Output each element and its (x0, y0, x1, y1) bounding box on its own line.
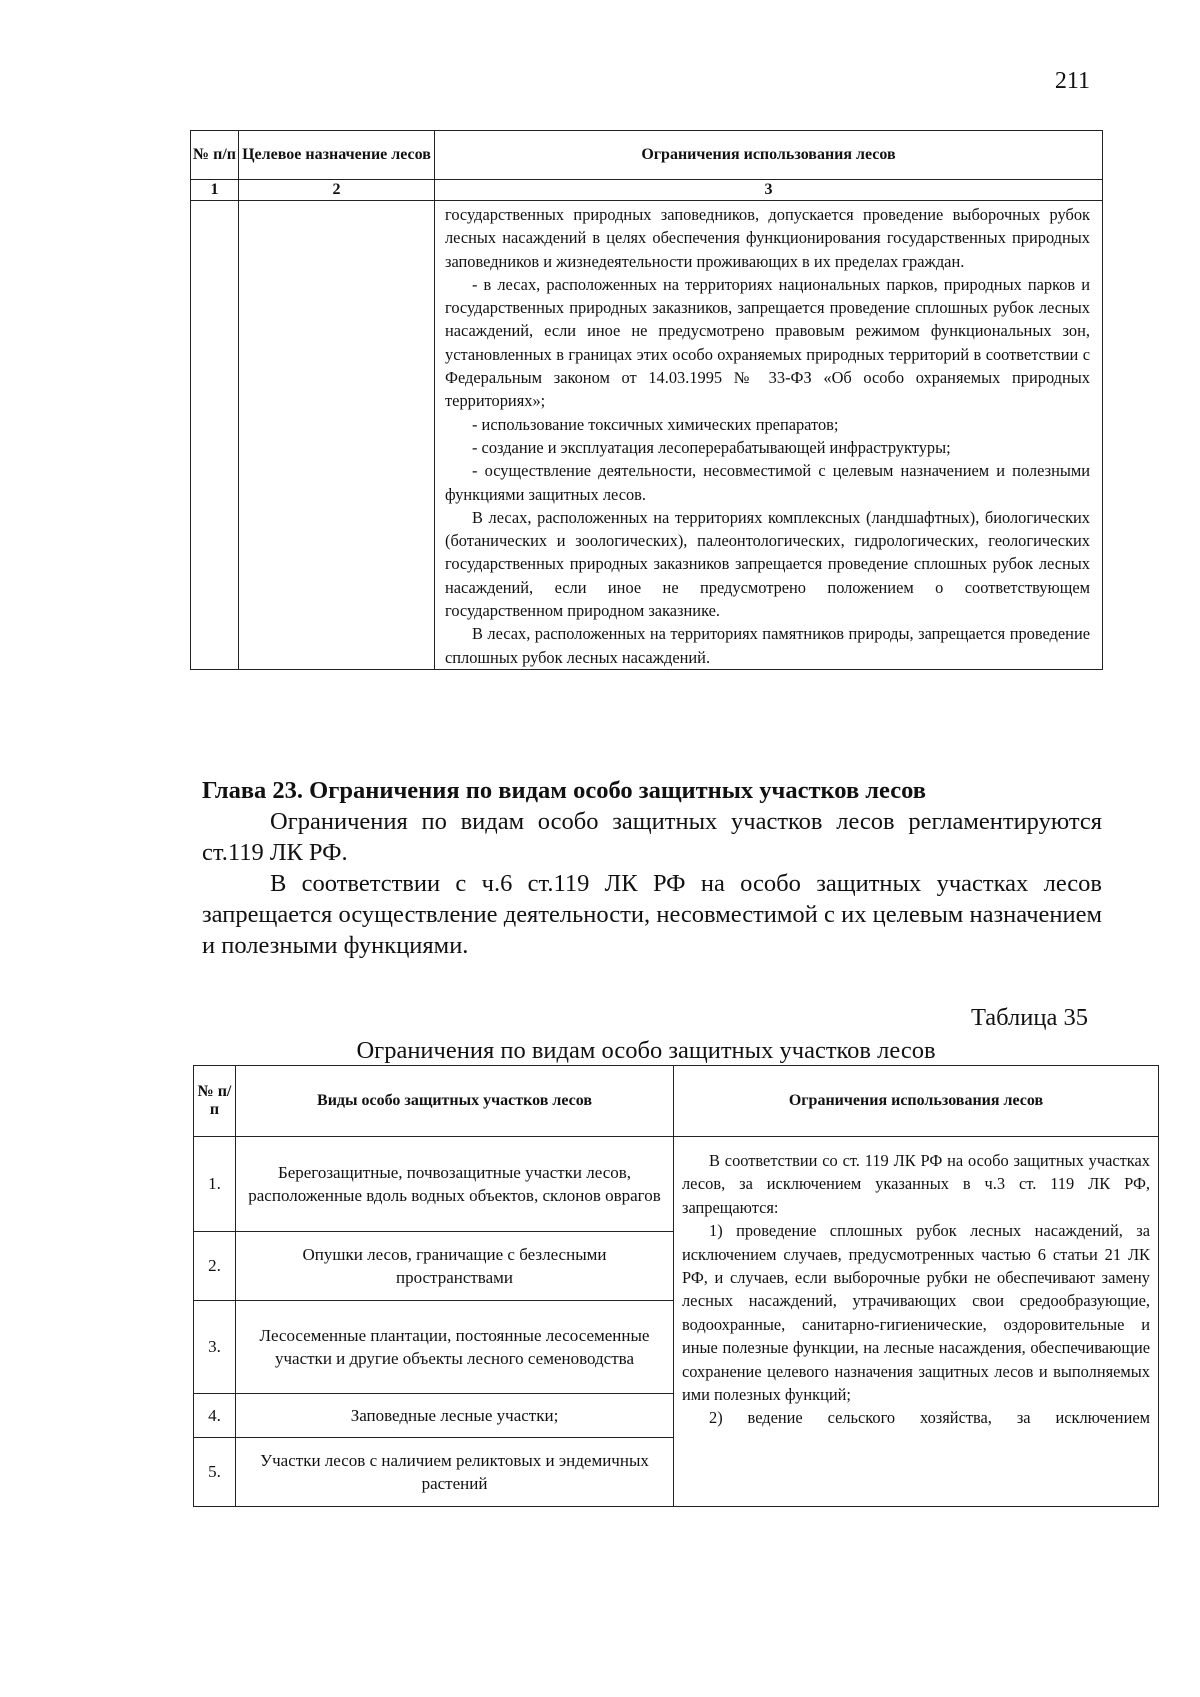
row-restrictions-cell (435, 201, 1103, 670)
table-label: Таблица 35 (970, 1004, 1088, 1031)
table-caption: Ограничения по видам особо защитных участков лесов (356, 1037, 936, 1064)
column-number-2: 2 (239, 180, 435, 201)
row-area-kind: Участки лесов с наличием реликтовых и эндемичных растений (236, 1438, 674, 1507)
protective-areas-table (193, 1065, 1159, 1507)
restriction-paragraph: 1) проведение сплошных рубок лесных насаждений, за исключением случаев, предусмотренных частью 6 статьи 21 ЛК РФ, и случаев, если выборочные рубки не обеспечивают замену лесных насаждений, утрачивающих свои средообразующие, водоохранные, санитарно-гигиенические, оздоровительные и иные полезные функции, на лесные насаждения, обеспечивающие сохранение целевого назначения защитных лесов и выполняемых ими полезных функций; (682, 1221, 1150, 1405)
restrictions-cell (674, 1137, 1159, 1507)
restriction-paragraph: 2) ведение сельского хозяйства, за исключением (709, 1408, 1150, 1428)
table-row (194, 1137, 1159, 1232)
row-area-kind: Заповедные лесные участки; (236, 1394, 674, 1438)
row-area-kind: Лесосеменные плантации, постоянные лесосеменные участки и другие объекты лесного семеноводства (236, 1301, 674, 1394)
chapter-paragraph: Ограничения по видам особо защитных участков лесов регламентируются ст.119 ЛК РФ. (202, 808, 1102, 866)
row-number-cell (191, 201, 239, 670)
row-number: 1. (194, 1137, 236, 1232)
restriction-paragraph: - осуществление деятельности, несовместимой с целевым назначением и полезными функциями защитных лесов. (445, 461, 1090, 504)
restrictions-table-continued (190, 130, 1103, 670)
restriction-paragraph: - использование токсичных химических препаратов; (472, 414, 839, 434)
restriction-paragraph: В соответствии со ст. 119 ЛК РФ на особо защитных участках лесов, за исключением указанных в ч.3 ст. 119 ЛК РФ, запрещаются: (682, 1151, 1150, 1217)
header-restrictions: Ограничения использования лесов (435, 131, 1103, 180)
column-number-3: 3 (435, 180, 1103, 201)
header-number: № п/п (194, 1066, 236, 1137)
restriction-paragraph: государственных природных заповедников, допускается проведение выборочных рубок лесных насаждений в целях обеспечения функционирования государственных природных заповедников и жизнедеятельности проживающих в их пределах граждан. (445, 205, 1090, 271)
restriction-paragraph: В лесах, расположенных на территориях памятников природы, запрещается проведение сплошных рубок лесных насаждений. (445, 624, 1090, 667)
row-area-kind: Опушки лесов, граничащие с безлесными пространствами (236, 1232, 674, 1301)
page-number: 211 (1054, 68, 1090, 94)
restriction-paragraph: - создание и эксплуатация лесоперерабатывающей инфраструктуры; (472, 437, 951, 457)
header-number: № п/п (191, 131, 239, 180)
table-row (191, 201, 1103, 670)
header-purpose: Целевое назначение лесов (239, 131, 435, 180)
row-purpose-cell (239, 201, 435, 670)
row-number: 5. (194, 1438, 236, 1507)
chapter-paragraph: В соответствии с ч.6 ст.119 ЛК РФ на особо защитных участках лесов запрещается осуществление деятельности, несовместимой с их целевым назначением и полезными функциями. (202, 870, 1102, 959)
header-area-kind: Виды особо защитных участков лесов (236, 1066, 674, 1137)
chapter-title: Глава 23. Ограничения по видам особо защитных участков лесов (202, 777, 926, 804)
row-area-kind: Берегозащитные, почвозащитные участки лесов, расположенные вдоль водных объектов, склонов оврагов (236, 1137, 674, 1232)
row-number: 3. (194, 1301, 236, 1394)
chapter-section (202, 775, 1102, 961)
row-number: 4. (194, 1394, 236, 1438)
restriction-paragraph: В лесах, расположенных на территориях комплексных (ландшафтных), биологических (ботанических и зоологических), палеонтологических, гидрологических, геологических государственных природных заказников запрещается проведение сплошных рубок лесных насаждений, если иное не предусмотрено положением о соответствующем государственном природном заказнике. (445, 507, 1090, 621)
header-restrictions: Ограничения использования лесов (674, 1066, 1159, 1137)
column-number-1: 1 (191, 180, 239, 201)
restriction-paragraph: - в лесах, расположенных на территориях национальных парков, природных парков и государственных природных заказников, запрещается проведение сплошных рубок лесных насаждений, если иное не предусмотрено правовым режимом функциональных зон, установленных в границах этих особо охраняемых природных территорий в соответствии с Федеральным законом от 14.03.1995 № 33-ФЗ «Об особо охраняемых природных территориях»; (445, 274, 1090, 411)
row-number: 2. (194, 1232, 236, 1301)
